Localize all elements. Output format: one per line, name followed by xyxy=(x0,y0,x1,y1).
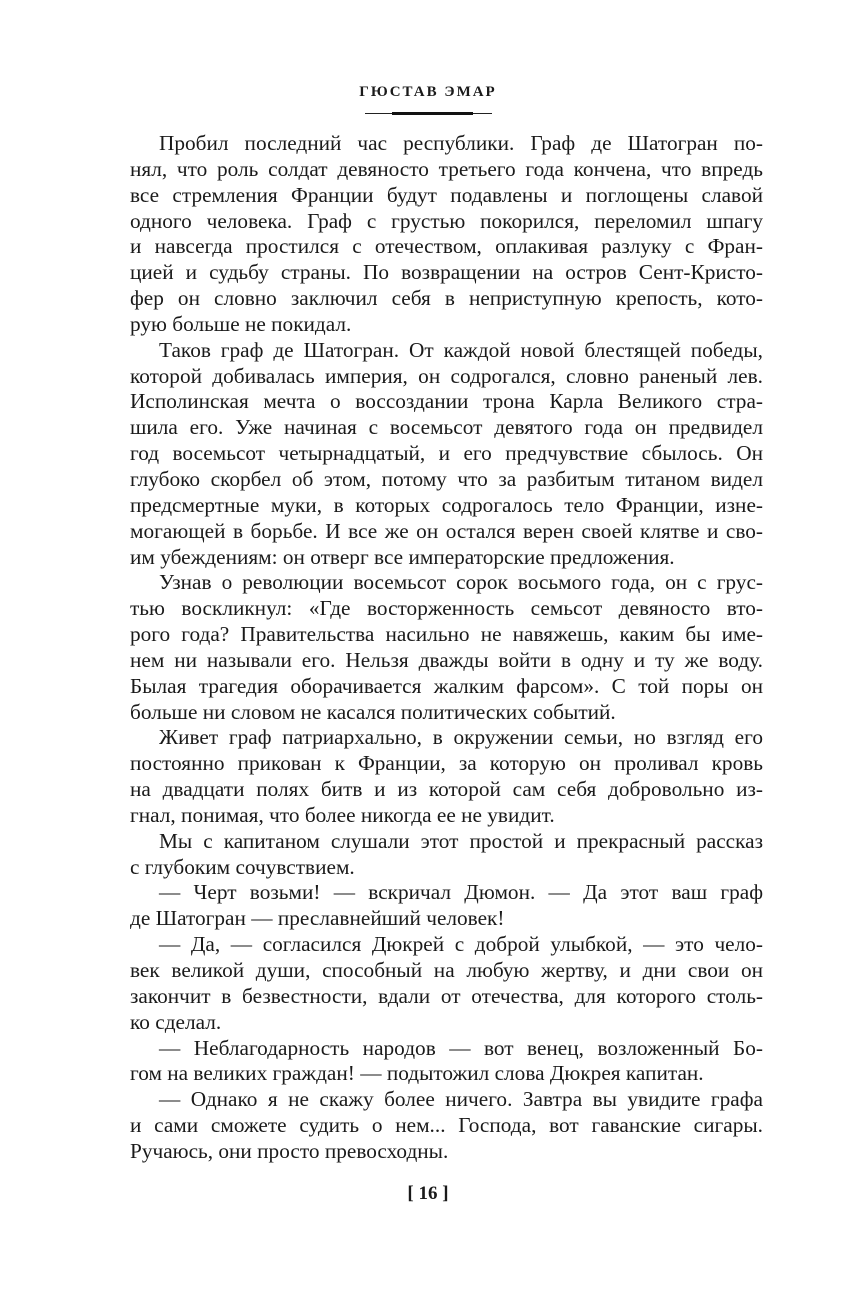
text-line: которой добивалась империя, он содрогался, словно раненый лев. xyxy=(130,363,763,388)
text-line: Пробил последний час республики. Граф де Шатогран по- xyxy=(159,131,763,155)
paragraph xyxy=(130,932,763,1035)
text-line: закончит в безвестности, вдали от отечества, для которого столь- xyxy=(130,983,763,1008)
text-line: ко сделал. xyxy=(130,1009,222,1034)
text-line: фер он словно заключил себя в неприступную крепость, кото- xyxy=(130,286,763,311)
text-line: год восемьсот четырнадцатый, и его предчувствие сбылось. Он xyxy=(130,441,763,466)
text-line: все стремления Франции будут подавлены и поглощены славой xyxy=(130,182,763,207)
page-number: [ 16 ] xyxy=(407,1183,449,1204)
text-line: — Однако я не скажу более ничего. Завтра вы увидите графа xyxy=(159,1087,763,1112)
text-line: — Черт возьми! — вскричал Дюмон. — Да этот ваш граф xyxy=(159,880,763,905)
text-line: на двадцати полях битв и из которой сам себя добровольно из- xyxy=(130,777,763,802)
running-header: ГЮСТАВ ЭМАР xyxy=(359,84,497,100)
text-line: рого года? Правительства насильно не навяжешь, каким бы име- xyxy=(130,622,763,647)
page-body-text xyxy=(130,131,763,1165)
text-line: век великой души, способный на любую жертву, и дни свои он xyxy=(130,958,763,982)
text-line: Таков граф де Шатогран. От каждой новой блестящей победы, xyxy=(159,337,763,362)
text-line: Мы с капитаном слушали этот простой и прекрасный рассказ xyxy=(159,828,763,853)
paragraph xyxy=(130,880,763,932)
paragraph xyxy=(130,829,763,881)
text-line: цией и судьбу страны. По возвращении на остров Сент-Кристо- xyxy=(130,260,763,285)
text-line: Исполинская мечта о воссоздании трона Карла Великого стра- xyxy=(130,389,763,414)
text-line: Былая трагедия оборачивается жалким фарсом». С той поры он xyxy=(130,673,763,698)
text-line: нем ни называли его. Нельзя дважды войти в одну и ту же воду. xyxy=(130,647,763,672)
paragraph xyxy=(130,725,763,828)
text-line: Узнав о революции восемьсот сорок восьмого года, он с грус- xyxy=(159,570,763,595)
text-line: с глубоким сочувствием. xyxy=(130,854,355,879)
text-line: нял, что роль солдат девяносто третьего года кончена, что впредь xyxy=(130,156,763,181)
paragraph xyxy=(130,131,763,338)
text-line: гнал, понимая, что более никогда ее не увидит. xyxy=(130,802,555,827)
text-line: де Шатогран — преславнейший человек! xyxy=(130,906,505,931)
paragraph xyxy=(130,338,763,571)
text-line: постоянно прикован к Франции, за которую он проливал кровь xyxy=(130,751,763,776)
text-line: и навсегда простился с отечеством, оплакивая разлуку с Фран- xyxy=(130,234,763,259)
text-line: могающей в борьбе. И все же он остался верен своей клятве и сво- xyxy=(130,518,763,543)
text-line: — Да, — согласился Дюкрей с доброй улыбкой, — это чело- xyxy=(159,932,763,957)
text-line: больше ни словом не касался политических событий. xyxy=(130,699,616,724)
text-line: Ручаюсь, они просто превосходны. xyxy=(130,1138,449,1163)
text-line: шила его. Уже начиная с восемьсот девятого года он предвидел xyxy=(130,415,763,440)
text-line: одного человека. Граф с грустью покорился, переломил шпагу xyxy=(130,208,763,233)
paragraph xyxy=(130,570,763,725)
text-line: глубоко скорбел об этом, потому что за разбитым титаном видел xyxy=(130,466,763,491)
header-rule-ornament xyxy=(392,112,473,115)
text-line: — Неблагодарность народов — вот венец, возложенный Бо- xyxy=(159,1035,763,1060)
text-line: им убеждениям: он отверг все императорские предложения. xyxy=(130,544,675,569)
text-line: гом на великих граждан! — подытожил слова Дюкрея капитан. xyxy=(130,1061,704,1086)
text-line: Живет граф патриархально, в окружении семьи, но взгляд его xyxy=(159,725,763,750)
paragraph xyxy=(130,1036,763,1088)
text-line: и сами сможете судить о нем... Господа, вот гаванские сигары. xyxy=(130,1113,763,1138)
text-line: предсмертные муки, в которых содрогалось тело Франции, изне- xyxy=(130,492,763,517)
text-line: тью воскликнул: «Где восторженность семьсот девяносто вто- xyxy=(130,596,763,621)
paragraph xyxy=(130,1087,763,1165)
text-line: рую больше не покидал. xyxy=(130,311,352,336)
